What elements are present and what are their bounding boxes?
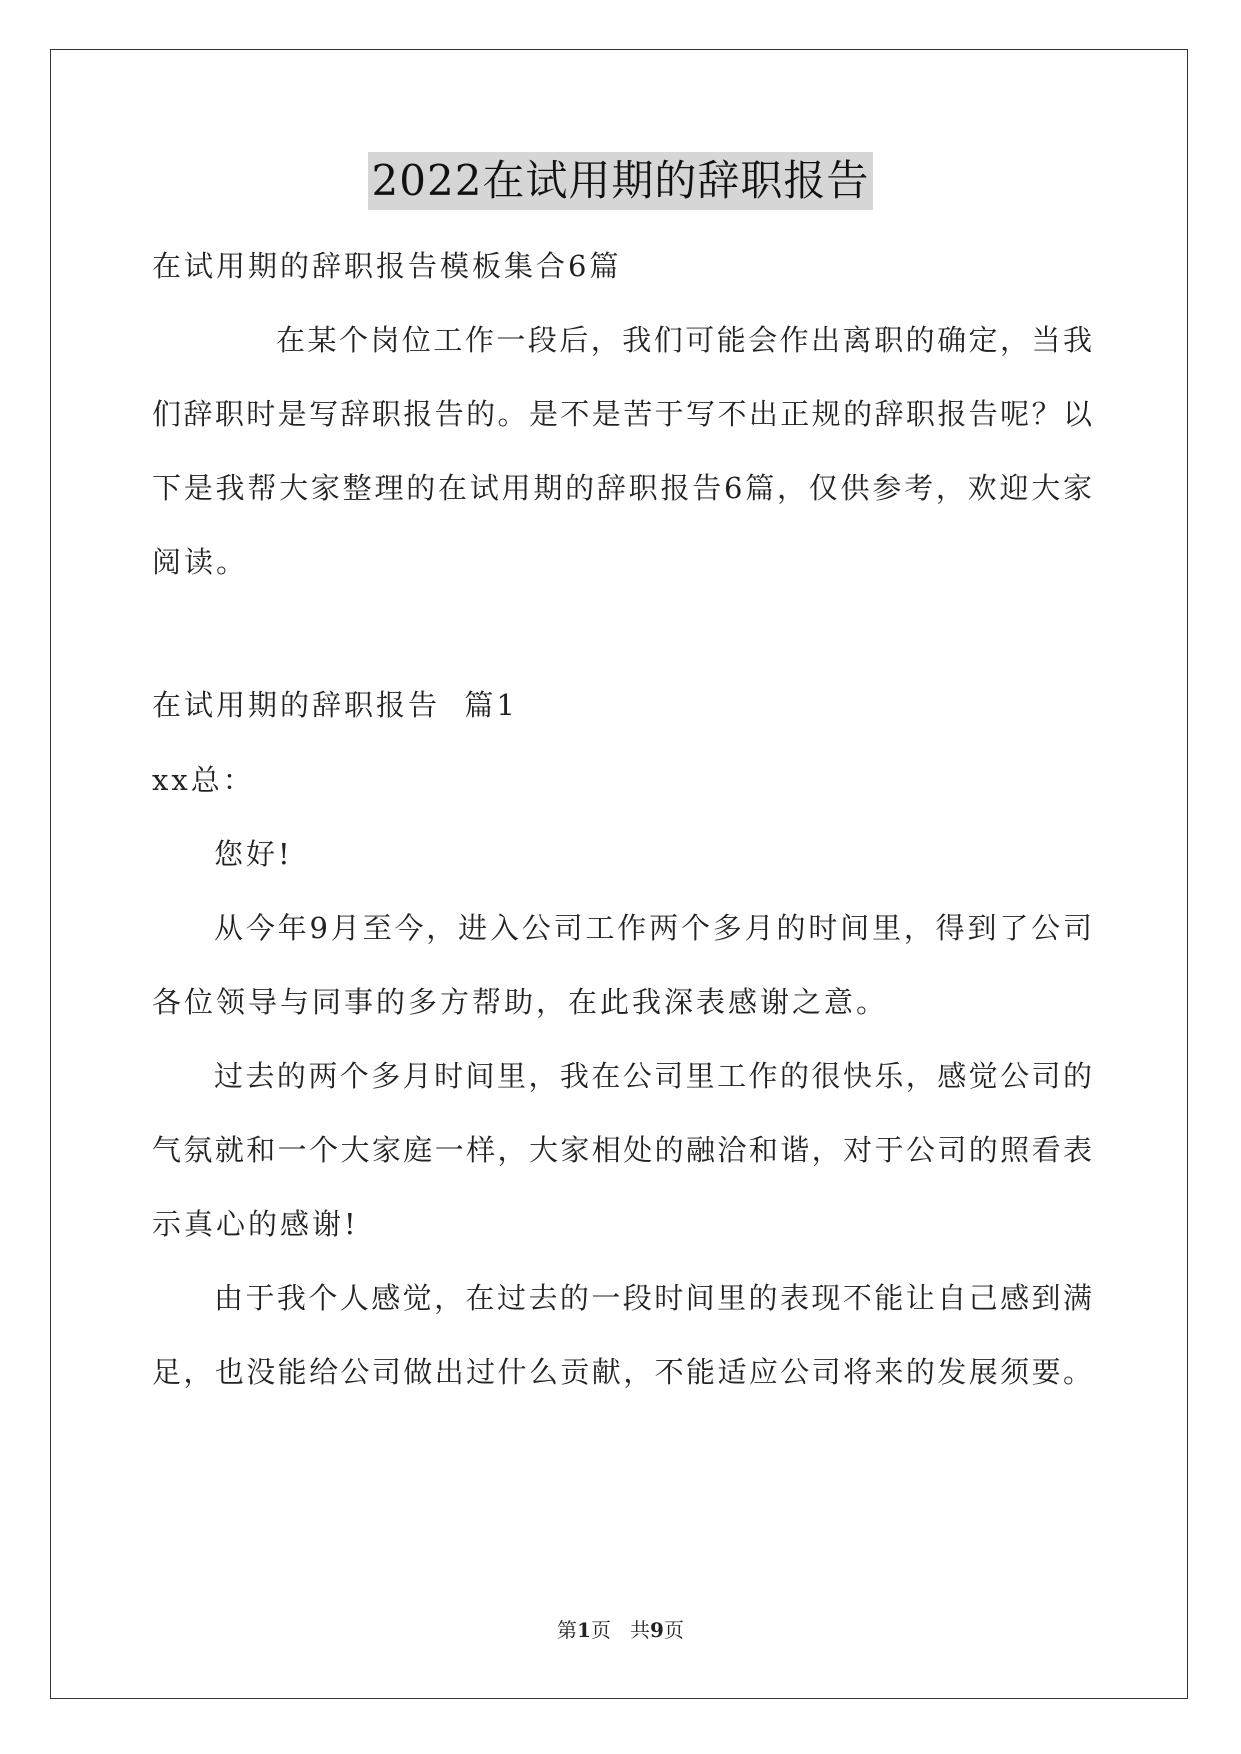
page-footer [0,1614,1241,1643]
body-line-3: 过去的两个多月时间里，我在公司里工作的很快乐，感觉公司的 [214,1059,1092,1093]
body-line-2: 各位领导与同事的多方帮助，在此我深表感谢之意。 [152,985,889,1019]
footer-current-page: 1 [577,1618,591,1642]
salutation: xx总： [152,763,255,797]
footer-prefix: 第 [557,1618,578,1642]
intro-line-4: 阅读。 [152,545,249,579]
intro-line-2: 们辞职时是写辞职报告的。是不是苦于写不出正规的辞职报告呢？以 [152,397,1092,431]
intro-line-3: 下是我帮大家整理的在试用期的辞职报告6篇，仅供参考，欢迎大家 [152,471,1092,505]
body-line-1: 从今年9月至今，进入公司工作两个多月的时间里，得到了公司 [214,911,1092,945]
footer-suffix: 页 [663,1618,684,1642]
body-line-4: 气氛就和一个大家庭一样，大家相处的融洽和谐，对于公司的照看表 [152,1133,1092,1167]
footer-mid: 页 共 [590,1618,651,1642]
title-wrap [0,152,1241,210]
body-line-7: 足，也没能给公司做出过什么贡献，不能适应公司将来的发展须要。 [152,1355,1092,1389]
document-title: 2022在试用期的辞职报告 [368,152,874,210]
footer-total-pages: 9 [650,1618,664,1642]
body-line-6: 由于我个人感觉，在过去的一段时间里的表现不能让自己感到满 [214,1281,1092,1315]
intro-line-1: 在某个岗位工作一段后，我们可能会作出离职的确定，当我 [276,323,1092,357]
body-line-5: 示真心的感谢! [152,1207,359,1241]
section-heading: 在试用期的辞职报告 篇1 [152,688,518,722]
greeting: 您好! [214,837,293,871]
page-border [50,49,1188,1699]
document-subtitle: 在试用期的辞职报告模板集合6篇 [152,249,622,283]
